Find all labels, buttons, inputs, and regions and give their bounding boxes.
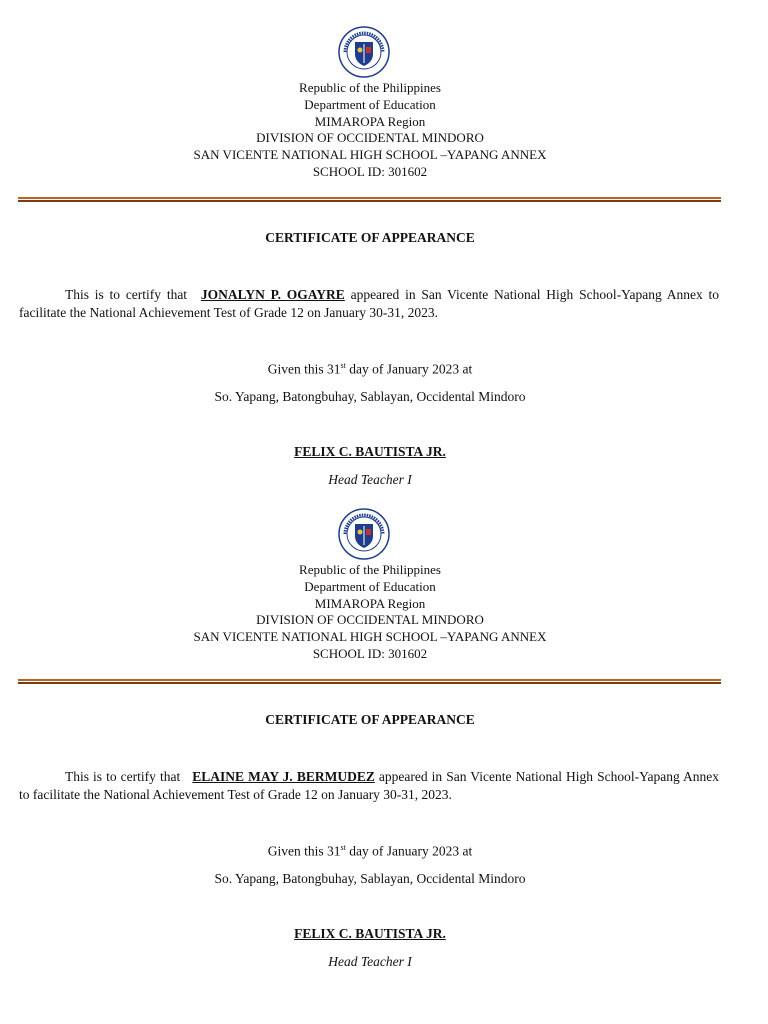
school-line: SAN VICENTE NATIONAL HIGH SCHOOL –YAPANG ANNEX bbox=[193, 629, 547, 644]
certify-intro: This is to certify that bbox=[65, 287, 188, 302]
deped-seal-icon bbox=[338, 26, 390, 78]
given-date bbox=[0, 843, 740, 860]
school-id-line: SCHOOL ID: 301602 bbox=[312, 646, 428, 661]
given-place: So. Yapang, Batongbuhay, Sablayan, Occidental Mindoro bbox=[214, 871, 526, 886]
region-line: MIMAROPA Region bbox=[314, 596, 426, 611]
division-line: DIVISION OF OCCIDENTAL MINDORO bbox=[256, 130, 484, 145]
header-divider bbox=[18, 679, 721, 685]
deped-seal-icon bbox=[338, 508, 390, 560]
signer-position: Head Teacher I bbox=[328, 954, 412, 969]
certify-body: appeared in San Vicente National High School-Yapang Annex to facilitate the National Achievement Test of Grade 12 on January 30-31, 2023. bbox=[19, 769, 720, 802]
republic-line: Republic of the Philippines bbox=[299, 80, 441, 95]
signer-name: FELIX C. BAUTISTA JR. bbox=[294, 444, 446, 459]
certify-intro: This is to certify that bbox=[65, 769, 181, 784]
certificate-title: CERTIFICATE OF APPEARANCE bbox=[265, 230, 475, 245]
given-prefix: Given this 31 bbox=[267, 843, 341, 859]
recipient-name: ELAINE MAY J. BERMUDEZ bbox=[192, 769, 375, 784]
republic-line: Republic of the Philippines bbox=[299, 562, 441, 577]
given-sup: st bbox=[340, 361, 346, 370]
region-line: MIMAROPA Region bbox=[314, 114, 426, 129]
department-line: Department of Education bbox=[304, 97, 436, 112]
department-line: Department of Education bbox=[304, 579, 436, 594]
certify-body: appeared in San Vicente National High School-Yapang Annex to facilitate the National Achievement Test of Grade 12 on January 30-31, 2023. bbox=[19, 287, 719, 320]
signer-position: Head Teacher I bbox=[328, 472, 412, 487]
certificate-title: CERTIFICATE OF APPEARANCE bbox=[265, 712, 475, 727]
given-suffix: day of January 2023 at bbox=[349, 361, 473, 377]
certificate-body bbox=[19, 286, 719, 322]
school-line: SAN VICENTE NATIONAL HIGH SCHOOL –YAPANG ANNEX bbox=[193, 147, 547, 162]
school-id-line: SCHOOL ID: 301602 bbox=[312, 164, 428, 179]
signer-name: FELIX C. BAUTISTA JR. bbox=[294, 926, 446, 941]
recipient-name: JONALYN P. OGAYRE bbox=[200, 287, 345, 302]
header-divider bbox=[18, 197, 721, 203]
given-place: So. Yapang, Batongbuhay, Sablayan, Occidental Mindoro bbox=[214, 389, 526, 404]
given-sup: st bbox=[340, 843, 346, 852]
given-suffix: day of January 2023 at bbox=[349, 843, 473, 859]
certificate-body bbox=[19, 768, 719, 804]
given-date bbox=[0, 361, 740, 378]
division-line: DIVISION OF OCCIDENTAL MINDORO bbox=[256, 612, 484, 627]
given-prefix: Given this 31 bbox=[267, 361, 341, 377]
